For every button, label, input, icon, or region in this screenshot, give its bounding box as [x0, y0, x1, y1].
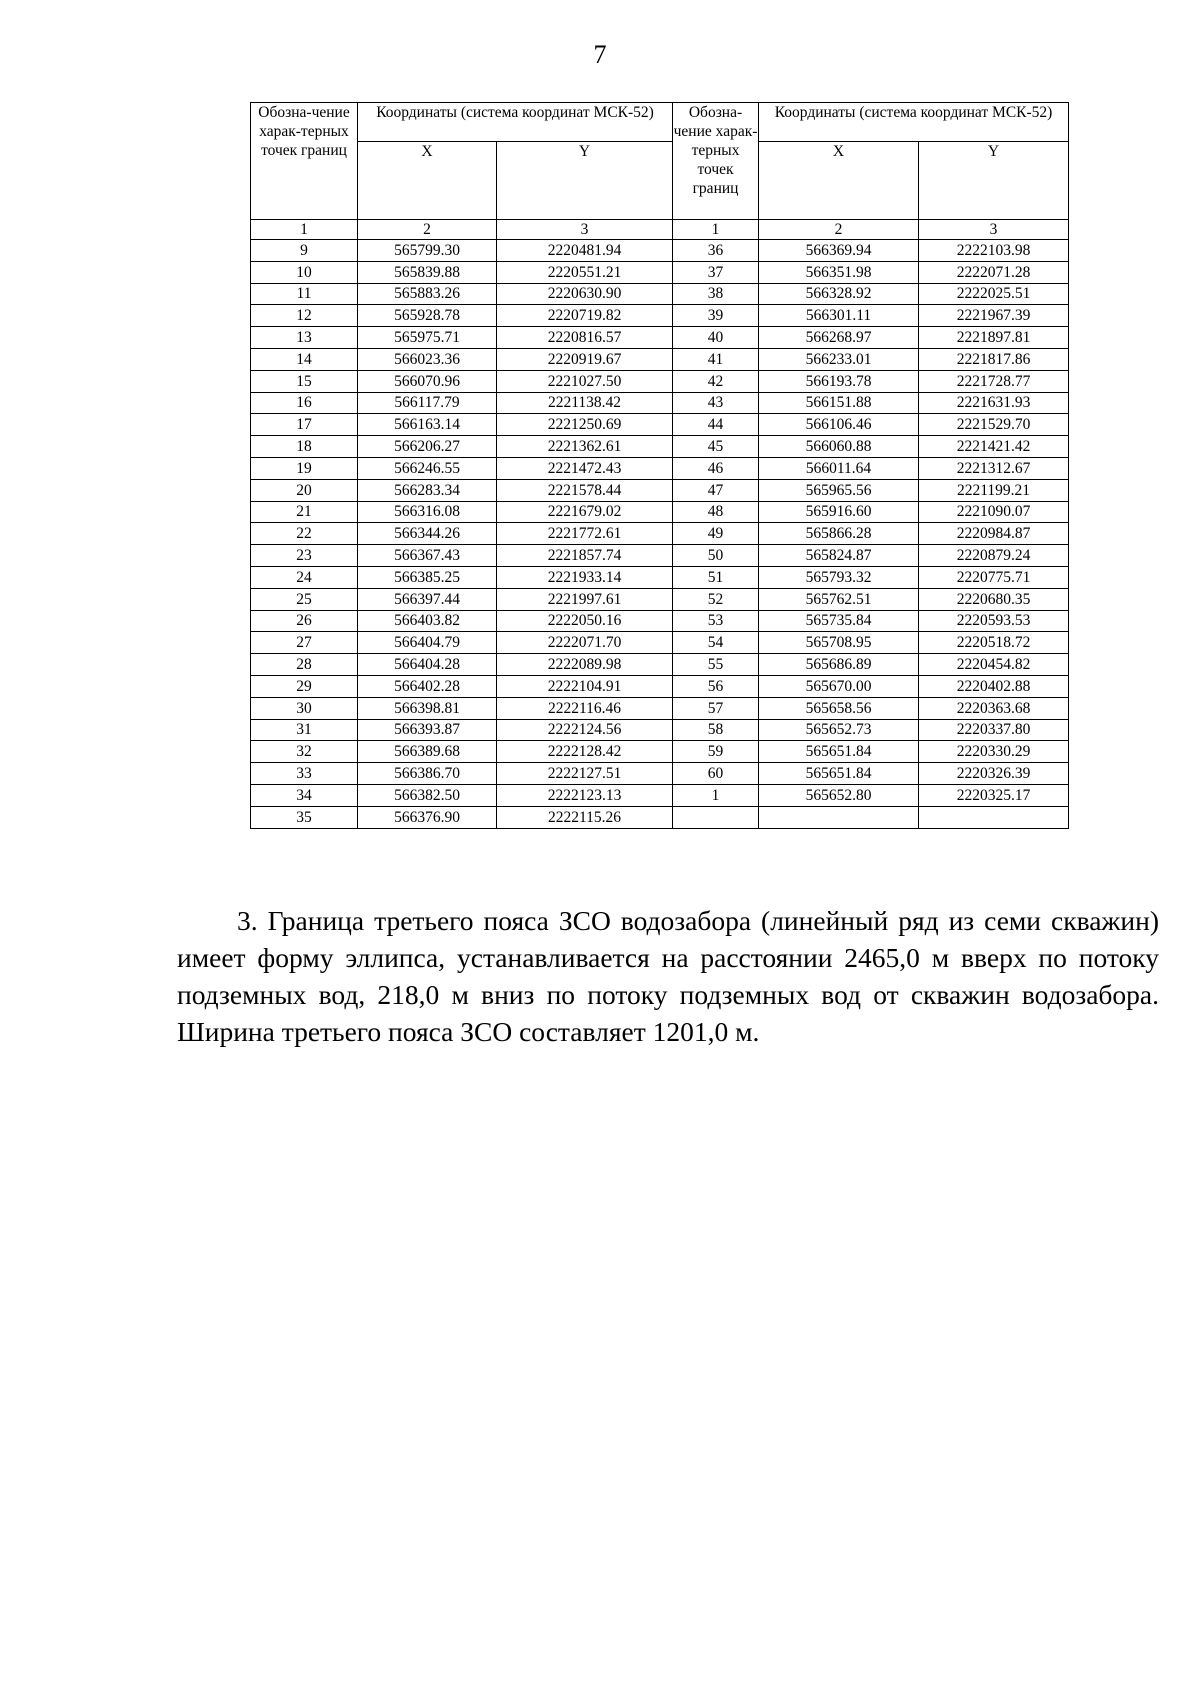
point-number: 36: [673, 240, 759, 262]
point-designation-header-left: Обозна-чение харак-терных точек границ: [251, 103, 358, 220]
y-coordinate: 2220919.67: [497, 348, 673, 370]
point-number: 42: [673, 370, 759, 392]
point-number: 13: [251, 327, 358, 349]
y-coordinate: 2221421.42: [919, 436, 1069, 458]
table-row: [251, 240, 1069, 262]
point-number: 33: [251, 763, 358, 785]
x-coordinate: 565928.78: [358, 305, 497, 327]
point-number: 10: [251, 261, 358, 283]
y-coordinate: 2220363.68: [919, 697, 1069, 719]
y-coordinate: 2222115.26: [497, 806, 673, 828]
point-number: 21: [251, 501, 358, 523]
point-designation-header-right: Обозна-чение харак-терных точек границ: [673, 103, 759, 220]
x-coordinate: 566283.34: [358, 479, 497, 501]
point-number: 26: [251, 610, 358, 632]
point-number: 27: [251, 632, 358, 654]
table-row: [251, 654, 1069, 676]
point-number: 15: [251, 370, 358, 392]
point-number: 24: [251, 566, 358, 588]
page-number: 7: [593, 40, 607, 69]
table-row: [251, 566, 1069, 588]
y-coordinate: 2222025.51: [919, 283, 1069, 305]
table-row: [251, 545, 1069, 567]
y-coordinate: 2220325.17: [919, 784, 1069, 806]
x-coordinate: 566397.44: [358, 588, 497, 610]
table-row: [251, 414, 1069, 436]
x-coordinate: 566386.70: [358, 763, 497, 785]
point-number: 16: [251, 392, 358, 414]
point-number: 51: [673, 566, 759, 588]
column-number: 1: [251, 220, 358, 240]
y-coordinate: 2222104.91: [497, 675, 673, 697]
y-coordinate: 2222116.46: [497, 697, 673, 719]
column-number: 2: [358, 220, 497, 240]
point-number: 59: [673, 741, 759, 763]
y-coordinate: 2221967.39: [919, 305, 1069, 327]
x-coordinate: 565799.30: [358, 240, 497, 262]
y-coordinate: 2221631.93: [919, 392, 1069, 414]
x-coordinate: 566328.92: [759, 283, 919, 305]
table-row: [251, 588, 1069, 610]
y-coordinate: 2222089.98: [497, 654, 673, 676]
table-row: [251, 370, 1069, 392]
x-coordinate: 565965.56: [759, 479, 919, 501]
x-coordinate: 566023.36: [358, 348, 497, 370]
point-number: 45: [673, 436, 759, 458]
point-number: 28: [251, 654, 358, 676]
x-coordinate: 566398.81: [358, 697, 497, 719]
x-coordinate: 565762.51: [759, 588, 919, 610]
x-coordinate: 566316.08: [358, 501, 497, 523]
x-coordinate: 566351.98: [759, 261, 919, 283]
x-coordinate: 566301.11: [759, 305, 919, 327]
column-number-row: [251, 220, 1069, 240]
table-row: [251, 741, 1069, 763]
y-coordinate: 2222103.98: [919, 240, 1069, 262]
x-coordinate: 565975.71: [358, 327, 497, 349]
x-coordinate: 566070.96: [358, 370, 497, 392]
table-body: [251, 240, 1069, 829]
x-coordinate: 565652.73: [759, 719, 919, 741]
point-number: 12: [251, 305, 358, 327]
y-coordinate: 2221250.69: [497, 414, 673, 436]
y-coordinate: 2220337.80: [919, 719, 1069, 741]
y-coordinate: 2220330.29: [919, 741, 1069, 763]
x-coordinate: [759, 806, 919, 828]
x-coordinate: 565793.32: [759, 566, 919, 588]
x-coordinate: 566403.82: [358, 610, 497, 632]
table-row: [251, 283, 1069, 305]
y-coordinate: 2220454.82: [919, 654, 1069, 676]
y-coordinate: 2221857.74: [497, 545, 673, 567]
y-coordinate: 2222123.13: [497, 784, 673, 806]
table-row: [251, 763, 1069, 785]
y-coordinate: 2221312.67: [919, 457, 1069, 479]
point-number: 17: [251, 414, 358, 436]
table-row: [251, 327, 1069, 349]
y-coordinate: 2222128.42: [497, 741, 673, 763]
x-coordinate: 566382.50: [358, 784, 497, 806]
point-number: 19: [251, 457, 358, 479]
table-row: [251, 457, 1069, 479]
y-header-left: Y: [497, 142, 673, 220]
point-number: 47: [673, 479, 759, 501]
x-coordinate: 566402.28: [358, 675, 497, 697]
y-coordinate: 2222050.16: [497, 610, 673, 632]
x-coordinate: 566106.46: [759, 414, 919, 436]
table-row: [251, 348, 1069, 370]
point-number: 35: [251, 806, 358, 828]
table-row: [251, 479, 1069, 501]
point-number: 1: [673, 784, 759, 806]
x-coordinate: 565708.95: [759, 632, 919, 654]
point-number: 31: [251, 719, 358, 741]
point-number: 32: [251, 741, 358, 763]
table-row: [251, 501, 1069, 523]
x-coordinate: 566344.26: [358, 523, 497, 545]
y-coordinate: [919, 806, 1069, 828]
x-coordinate: 565652.80: [759, 784, 919, 806]
x-coordinate: 566163.14: [358, 414, 497, 436]
y-coordinate: 2221027.50: [497, 370, 673, 392]
y-coordinate: 2221578.44: [497, 479, 673, 501]
x-coordinate: 566385.25: [358, 566, 497, 588]
point-number: 46: [673, 457, 759, 479]
point-number: 29: [251, 675, 358, 697]
point-number: 39: [673, 305, 759, 327]
table-row: [251, 675, 1069, 697]
point-number: 48: [673, 501, 759, 523]
body-paragraph: 3. Граница третьего пояса ЗСО водозабора (линейный ряд из семи скважин) имеет форму эллипса, устанавливается на расстоянии 2465,0 м вверх по потоку подземных вод, 218,0 м вниз по потоку подземных вод от скважин водозабора. Ширина третьего пояса ЗСО составляет 1201,0 м.: [177, 905, 1159, 1047]
x-coordinate: 565916.60: [759, 501, 919, 523]
y-coordinate: 2221897.81: [919, 327, 1069, 349]
coordinates-header-right: Координаты (система координат МСК-52): [759, 103, 1069, 142]
table-row: [251, 392, 1069, 414]
column-number: 3: [919, 220, 1069, 240]
x-coordinate: 566268.97: [759, 327, 919, 349]
x-coordinate: 566011.64: [759, 457, 919, 479]
x-coordinate: 566404.28: [358, 654, 497, 676]
point-number: 14: [251, 348, 358, 370]
table-row: [251, 523, 1069, 545]
coordinates-header-left: Координаты (система координат МСК-52): [358, 103, 673, 142]
y-coordinate: 2220481.94: [497, 240, 673, 262]
point-number: 57: [673, 697, 759, 719]
table-row: [251, 719, 1069, 741]
point-number: 34: [251, 784, 358, 806]
point-number: 40: [673, 327, 759, 349]
x-coordinate: 566117.79: [358, 392, 497, 414]
y-header-right: Y: [919, 142, 1069, 220]
point-number: 60: [673, 763, 759, 785]
table-row: [251, 610, 1069, 632]
point-number: 50: [673, 545, 759, 567]
x-header-left: X: [358, 142, 497, 220]
y-coordinate: 2220630.90: [497, 283, 673, 305]
y-coordinate: 2220816.57: [497, 327, 673, 349]
x-coordinate: 565824.87: [759, 545, 919, 567]
point-number: 53: [673, 610, 759, 632]
y-coordinate: 2220719.82: [497, 305, 673, 327]
point-number: 52: [673, 588, 759, 610]
point-number: 25: [251, 588, 358, 610]
y-coordinate: 2221199.21: [919, 479, 1069, 501]
point-number: 38: [673, 283, 759, 305]
table-row: [251, 305, 1069, 327]
y-coordinate: 2222071.28: [919, 261, 1069, 283]
point-number: 43: [673, 392, 759, 414]
x-coordinate: 565839.88: [358, 261, 497, 283]
x-coordinate: 565883.26: [358, 283, 497, 305]
point-number: 44: [673, 414, 759, 436]
point-number: 30: [251, 697, 358, 719]
y-coordinate: 2220518.72: [919, 632, 1069, 654]
table-row: [251, 806, 1069, 828]
x-coordinate: 565866.28: [759, 523, 919, 545]
y-coordinate: 2222127.51: [497, 763, 673, 785]
y-coordinate: 2221728.77: [919, 370, 1069, 392]
x-coordinate: 566060.88: [759, 436, 919, 458]
point-number: 41: [673, 348, 759, 370]
y-coordinate: 2221362.61: [497, 436, 673, 458]
x-coordinate: 565651.84: [759, 741, 919, 763]
y-coordinate: 2221679.02: [497, 501, 673, 523]
y-coordinate: 2220402.88: [919, 675, 1069, 697]
x-coordinate: 566151.88: [759, 392, 919, 414]
x-header-right: X: [759, 142, 919, 220]
y-coordinate: 2221817.86: [919, 348, 1069, 370]
table-row: [251, 697, 1069, 719]
y-coordinate: 2221138.42: [497, 392, 673, 414]
table-row: [251, 632, 1069, 654]
y-coordinate: 2221529.70: [919, 414, 1069, 436]
y-coordinate: 2220775.71: [919, 566, 1069, 588]
y-coordinate: 2220593.53: [919, 610, 1069, 632]
column-number: 3: [497, 220, 673, 240]
y-coordinate: 2220326.39: [919, 763, 1069, 785]
x-coordinate: 566206.27: [358, 436, 497, 458]
x-coordinate: 566193.78: [759, 370, 919, 392]
point-number: 22: [251, 523, 358, 545]
point-number: 56: [673, 675, 759, 697]
x-coordinate: 566233.01: [759, 348, 919, 370]
coordinates-table: [250, 102, 1069, 829]
table-row: [251, 436, 1069, 458]
point-number: [673, 806, 759, 828]
point-number: 58: [673, 719, 759, 741]
x-coordinate: 566389.68: [358, 741, 497, 763]
x-coordinate: 565686.89: [759, 654, 919, 676]
y-coordinate: 2222124.56: [497, 719, 673, 741]
x-coordinate: 566376.90: [358, 806, 497, 828]
x-coordinate: 565670.00: [759, 675, 919, 697]
y-coordinate: 2221997.61: [497, 588, 673, 610]
y-coordinate: 2221933.14: [497, 566, 673, 588]
x-coordinate: 566367.43: [358, 545, 497, 567]
table-row: [251, 784, 1069, 806]
point-number: 18: [251, 436, 358, 458]
point-number: 54: [673, 632, 759, 654]
column-number: 1: [673, 220, 759, 240]
point-number: 11: [251, 283, 358, 305]
y-coordinate: 2221472.43: [497, 457, 673, 479]
x-coordinate: 565735.84: [759, 610, 919, 632]
y-coordinate: 2220680.35: [919, 588, 1069, 610]
y-coordinate: 2220879.24: [919, 545, 1069, 567]
x-coordinate: 566246.55: [358, 457, 497, 479]
point-number: 49: [673, 523, 759, 545]
x-coordinate: 566369.94: [759, 240, 919, 262]
x-coordinate: 566404.79: [358, 632, 497, 654]
table-row: [251, 261, 1069, 283]
y-coordinate: 2220551.21: [497, 261, 673, 283]
x-coordinate: 566393.87: [358, 719, 497, 741]
column-number: 2: [759, 220, 919, 240]
point-number: 55: [673, 654, 759, 676]
y-coordinate: 2220984.87: [919, 523, 1069, 545]
point-number: 9: [251, 240, 358, 262]
y-coordinate: 2222071.70: [497, 632, 673, 654]
y-coordinate: 2221090.07: [919, 501, 1069, 523]
x-coordinate: 565658.56: [759, 697, 919, 719]
y-coordinate: 2221772.61: [497, 523, 673, 545]
x-coordinate: 565651.84: [759, 763, 919, 785]
point-number: 23: [251, 545, 358, 567]
point-number: 37: [673, 261, 759, 283]
point-number: 20: [251, 479, 358, 501]
